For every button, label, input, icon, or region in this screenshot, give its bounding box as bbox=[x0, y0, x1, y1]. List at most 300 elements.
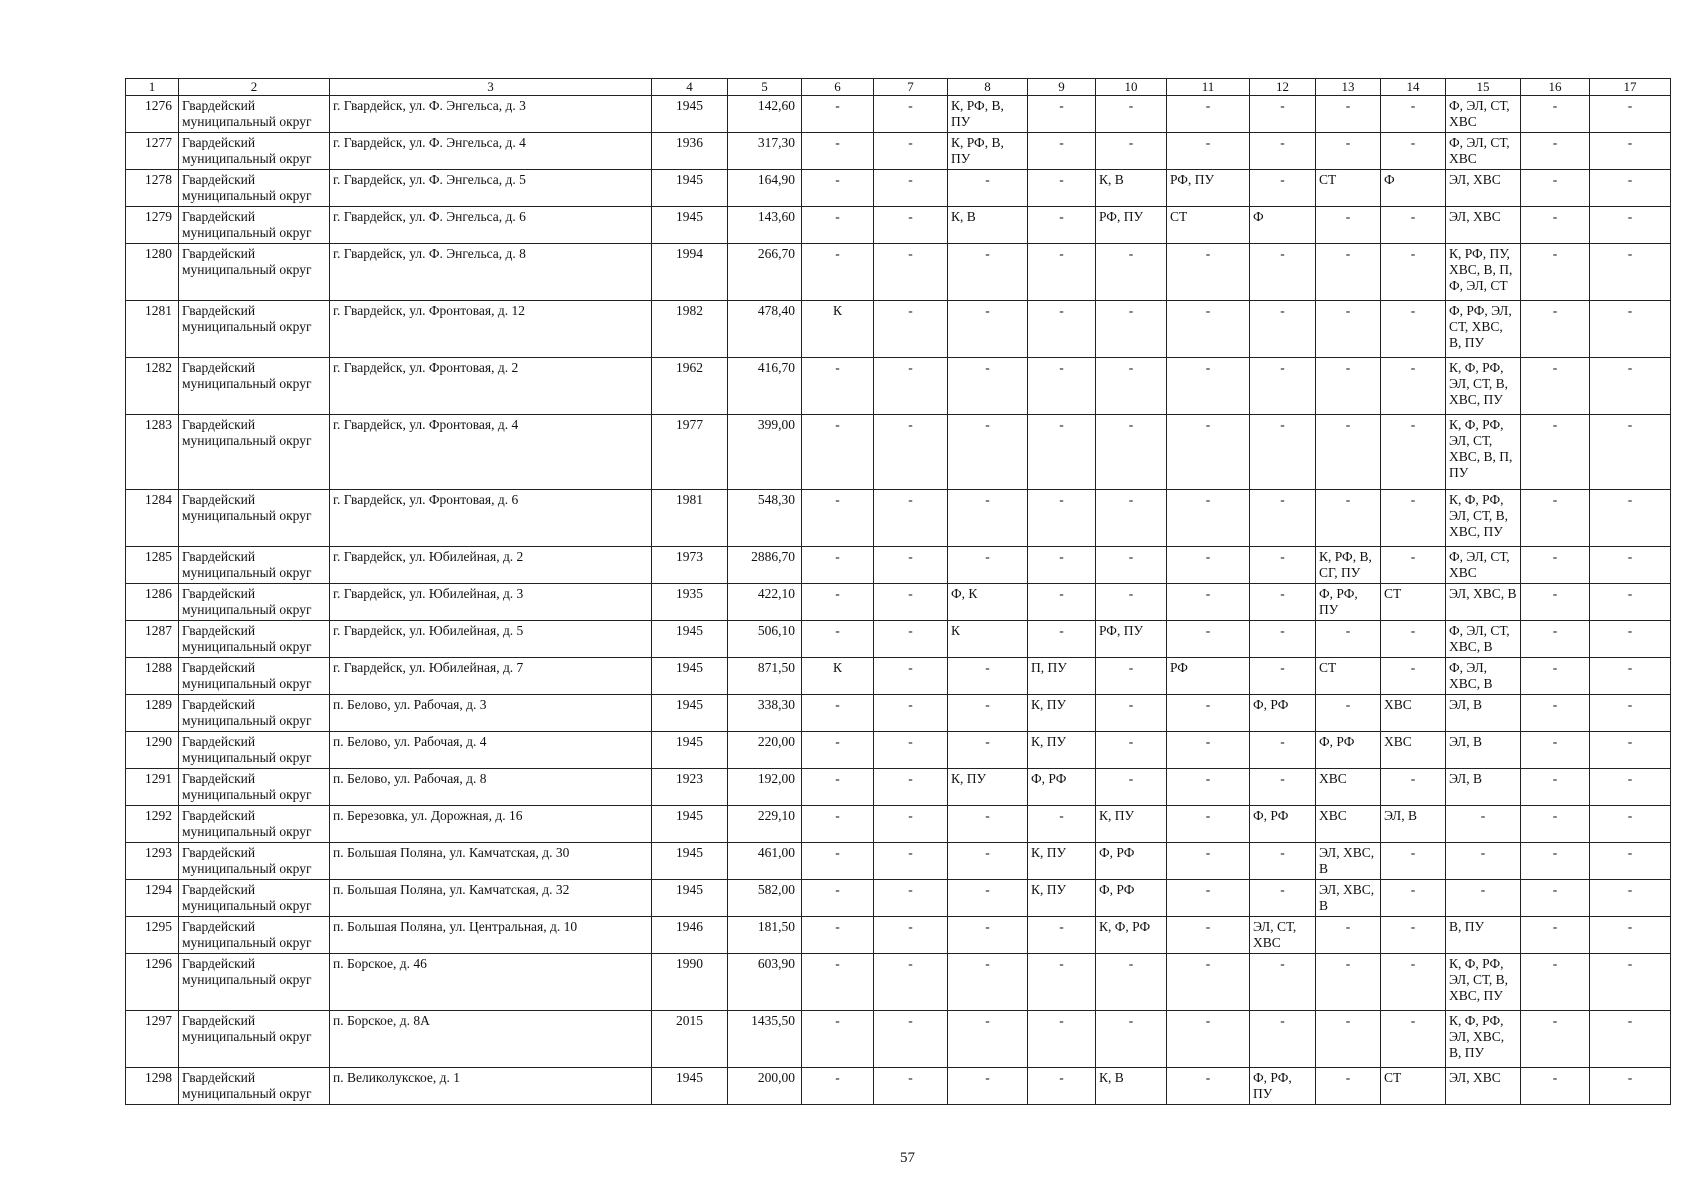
cell-col-14: - bbox=[1381, 1011, 1446, 1068]
cell-col-6: - bbox=[802, 880, 874, 917]
cell-col-14: - bbox=[1381, 96, 1446, 133]
cell-col-14: - bbox=[1381, 207, 1446, 244]
cell-col-10: - bbox=[1096, 415, 1167, 490]
cell-col-14: - bbox=[1381, 133, 1446, 170]
cell-col-6: - bbox=[802, 133, 874, 170]
table-row bbox=[126, 547, 1671, 584]
cell-col-3: г. Гвардейск, ул. Юбилейная, д. 2 bbox=[330, 547, 652, 584]
cell-col-7: - bbox=[874, 769, 948, 806]
cell-col-8: К, В bbox=[948, 207, 1028, 244]
cell-col-1: 1297 bbox=[126, 1011, 179, 1068]
cell-col-7: - bbox=[874, 843, 948, 880]
cell-col-13: - bbox=[1316, 244, 1381, 301]
cell-col-7: - bbox=[874, 96, 948, 133]
cell-col-1: 1282 bbox=[126, 358, 179, 415]
table-row bbox=[126, 584, 1671, 621]
table-row bbox=[126, 244, 1671, 301]
cell-col-8: - bbox=[948, 806, 1028, 843]
cell-col-13: - bbox=[1316, 358, 1381, 415]
cell-col-6: - bbox=[802, 954, 874, 1011]
cell-col-4: 1945 bbox=[652, 806, 728, 843]
cell-col-7: - bbox=[874, 732, 948, 769]
column-header-9: 9 bbox=[1028, 79, 1096, 96]
cell-col-8: - bbox=[948, 358, 1028, 415]
cell-col-11: - bbox=[1167, 133, 1250, 170]
cell-col-10: Ф, РФ bbox=[1096, 843, 1167, 880]
cell-col-6: - bbox=[802, 547, 874, 584]
cell-col-6: - bbox=[802, 732, 874, 769]
cell-col-14: - bbox=[1381, 880, 1446, 917]
cell-col-5: 192,00 bbox=[728, 769, 802, 806]
cell-col-11: - bbox=[1167, 917, 1250, 954]
cell-col-13: Ф, РФ, ПУ bbox=[1316, 584, 1381, 621]
cell-col-17: - bbox=[1590, 806, 1671, 843]
cell-col-16: - bbox=[1521, 806, 1590, 843]
column-header-15: 15 bbox=[1446, 79, 1521, 96]
cell-col-11: - bbox=[1167, 547, 1250, 584]
cell-col-2: Гвардейский муниципальный округ bbox=[179, 207, 330, 244]
cell-col-4: 1945 bbox=[652, 732, 728, 769]
cell-col-3: г. Гвардейск, ул. Фронтовая, д. 12 bbox=[330, 301, 652, 358]
table-row bbox=[126, 1068, 1671, 1105]
cell-col-11: - bbox=[1167, 96, 1250, 133]
cell-col-6: - bbox=[802, 415, 874, 490]
cell-col-6: - bbox=[802, 96, 874, 133]
table-row bbox=[126, 490, 1671, 547]
cell-col-8: - bbox=[948, 954, 1028, 1011]
cell-col-10: РФ, ПУ bbox=[1096, 621, 1167, 658]
cell-col-6: - bbox=[802, 490, 874, 547]
cell-col-7: - bbox=[874, 207, 948, 244]
cell-col-9: - bbox=[1028, 207, 1096, 244]
cell-col-10: - bbox=[1096, 1011, 1167, 1068]
cell-col-14: Ф bbox=[1381, 170, 1446, 207]
cell-col-2: Гвардейский муниципальный округ bbox=[179, 917, 330, 954]
column-header-4: 4 bbox=[652, 79, 728, 96]
column-header-5: 5 bbox=[728, 79, 802, 96]
cell-col-12: - bbox=[1250, 415, 1316, 490]
cell-col-2: Гвардейский муниципальный округ bbox=[179, 96, 330, 133]
cell-col-4: 1923 bbox=[652, 769, 728, 806]
cell-col-7: - bbox=[874, 954, 948, 1011]
table-row bbox=[126, 207, 1671, 244]
cell-col-1: 1286 bbox=[126, 584, 179, 621]
cell-col-17: - bbox=[1590, 96, 1671, 133]
cell-col-11: - bbox=[1167, 695, 1250, 732]
cell-col-9: - bbox=[1028, 301, 1096, 358]
cell-col-1: 1290 bbox=[126, 732, 179, 769]
cell-col-1: 1288 bbox=[126, 658, 179, 695]
cell-col-17: - bbox=[1590, 954, 1671, 1011]
cell-col-8: - bbox=[948, 490, 1028, 547]
cell-col-7: - bbox=[874, 1011, 948, 1068]
cell-col-4: 1981 bbox=[652, 490, 728, 547]
cell-col-17: - bbox=[1590, 769, 1671, 806]
column-header-13: 13 bbox=[1316, 79, 1381, 96]
table-row bbox=[126, 917, 1671, 954]
column-header-11: 11 bbox=[1167, 79, 1250, 96]
cell-col-16: - bbox=[1521, 917, 1590, 954]
cell-col-12: ЭЛ, СТ, ХВС bbox=[1250, 917, 1316, 954]
cell-col-15: ЭЛ, ХВС bbox=[1446, 207, 1521, 244]
table-row bbox=[126, 806, 1671, 843]
cell-col-8: К bbox=[948, 621, 1028, 658]
cell-col-4: 1962 bbox=[652, 358, 728, 415]
cell-col-3: г. Гвардейск, ул. Ф. Энгельса, д. 6 bbox=[330, 207, 652, 244]
cell-col-17: - bbox=[1590, 415, 1671, 490]
cell-col-11: - bbox=[1167, 769, 1250, 806]
cell-col-9: - bbox=[1028, 584, 1096, 621]
cell-col-2: Гвардейский муниципальный округ bbox=[179, 584, 330, 621]
cell-col-15: К, Ф, РФ, ЭЛ, СТ, ХВС, В, П, ПУ bbox=[1446, 415, 1521, 490]
cell-col-15: К, Ф, РФ, ЭЛ, ХВС, В, ПУ bbox=[1446, 1011, 1521, 1068]
header-row bbox=[126, 79, 1671, 96]
cell-col-2: Гвардейский муниципальный округ bbox=[179, 658, 330, 695]
cell-col-1: 1285 bbox=[126, 547, 179, 584]
cell-col-14: - bbox=[1381, 954, 1446, 1011]
cell-col-15: Ф, РФ, ЭЛ, СТ, ХВС, В, ПУ bbox=[1446, 301, 1521, 358]
cell-col-5: 1435,50 bbox=[728, 1011, 802, 1068]
cell-col-12: - bbox=[1250, 547, 1316, 584]
cell-col-16: - bbox=[1521, 954, 1590, 1011]
cell-col-5: 399,00 bbox=[728, 415, 802, 490]
cell-col-4: 1945 bbox=[652, 695, 728, 732]
cell-col-13: - bbox=[1316, 133, 1381, 170]
cell-col-12: Ф, РФ bbox=[1250, 695, 1316, 732]
cell-col-11: - bbox=[1167, 880, 1250, 917]
cell-col-7: - bbox=[874, 806, 948, 843]
column-header-14: 14 bbox=[1381, 79, 1446, 96]
cell-col-5: 181,50 bbox=[728, 917, 802, 954]
cell-col-10: - bbox=[1096, 695, 1167, 732]
table-row bbox=[126, 880, 1671, 917]
cell-col-4: 1946 bbox=[652, 917, 728, 954]
cell-col-8: - bbox=[948, 695, 1028, 732]
cell-col-9: - bbox=[1028, 1011, 1096, 1068]
cell-col-14: СТ bbox=[1381, 584, 1446, 621]
cell-col-7: - bbox=[874, 658, 948, 695]
cell-col-10: К, Ф, РФ bbox=[1096, 917, 1167, 954]
cell-col-6: - bbox=[802, 170, 874, 207]
cell-col-5: 871,50 bbox=[728, 658, 802, 695]
cell-col-8: - bbox=[948, 917, 1028, 954]
cell-col-5: 478,40 bbox=[728, 301, 802, 358]
cell-col-9: - bbox=[1028, 133, 1096, 170]
cell-col-7: - bbox=[874, 917, 948, 954]
cell-col-15: Ф, ЭЛ, СТ, ХВС, В bbox=[1446, 621, 1521, 658]
cell-col-13: - bbox=[1316, 1011, 1381, 1068]
cell-col-9: - bbox=[1028, 621, 1096, 658]
cell-col-17: - bbox=[1590, 880, 1671, 917]
cell-col-15: К, РФ, ПУ, ХВС, В, П, Ф, ЭЛ, СТ bbox=[1446, 244, 1521, 301]
cell-col-15: - bbox=[1446, 843, 1521, 880]
cell-col-17: - bbox=[1590, 301, 1671, 358]
cell-col-17: - bbox=[1590, 658, 1671, 695]
cell-col-5: 220,00 bbox=[728, 732, 802, 769]
table-body bbox=[126, 96, 1671, 1105]
table-row bbox=[126, 621, 1671, 658]
cell-col-1: 1298 bbox=[126, 1068, 179, 1105]
cell-col-4: 1982 bbox=[652, 301, 728, 358]
cell-col-17: - bbox=[1590, 244, 1671, 301]
cell-col-15: Ф, ЭЛ, СТ, ХВС bbox=[1446, 96, 1521, 133]
cell-col-9: - bbox=[1028, 415, 1096, 490]
table-row bbox=[126, 133, 1671, 170]
cell-col-2: Гвардейский муниципальный округ bbox=[179, 301, 330, 358]
cell-col-2: Гвардейский муниципальный округ bbox=[179, 358, 330, 415]
cell-col-13: - bbox=[1316, 695, 1381, 732]
cell-col-1: 1279 bbox=[126, 207, 179, 244]
cell-col-11: СТ bbox=[1167, 207, 1250, 244]
cell-col-7: - bbox=[874, 490, 948, 547]
cell-col-5: 506,10 bbox=[728, 621, 802, 658]
cell-col-1: 1295 bbox=[126, 917, 179, 954]
cell-col-14: - bbox=[1381, 658, 1446, 695]
cell-col-5: 229,10 bbox=[728, 806, 802, 843]
cell-col-9: - bbox=[1028, 917, 1096, 954]
cell-col-4: 1994 bbox=[652, 244, 728, 301]
cell-col-1: 1296 bbox=[126, 954, 179, 1011]
cell-col-16: - bbox=[1521, 1011, 1590, 1068]
cell-col-5: 2886,70 bbox=[728, 547, 802, 584]
cell-col-17: - bbox=[1590, 695, 1671, 732]
cell-col-12: - bbox=[1250, 843, 1316, 880]
cell-col-8: - bbox=[948, 1011, 1028, 1068]
cell-col-15: Ф, ЭЛ, ХВС, В bbox=[1446, 658, 1521, 695]
cell-col-16: - bbox=[1521, 843, 1590, 880]
column-header-2: 2 bbox=[179, 79, 330, 96]
cell-col-3: п. Березовка, ул. Дорожная, д. 16 bbox=[330, 806, 652, 843]
cell-col-9: - bbox=[1028, 244, 1096, 301]
cell-col-12: - bbox=[1250, 301, 1316, 358]
cell-col-1: 1293 bbox=[126, 843, 179, 880]
cell-col-13: ХВС bbox=[1316, 769, 1381, 806]
cell-col-14: - bbox=[1381, 843, 1446, 880]
cell-col-11: - bbox=[1167, 301, 1250, 358]
cell-col-6: - bbox=[802, 843, 874, 880]
cell-col-7: - bbox=[874, 170, 948, 207]
cell-col-8: - bbox=[948, 658, 1028, 695]
cell-col-5: 143,60 bbox=[728, 207, 802, 244]
cell-col-12: Ф, РФ bbox=[1250, 806, 1316, 843]
cell-col-16: - bbox=[1521, 358, 1590, 415]
cell-col-10: - bbox=[1096, 547, 1167, 584]
cell-col-7: - bbox=[874, 584, 948, 621]
cell-col-3: г. Гвардейск, ул. Фронтовая, д. 6 bbox=[330, 490, 652, 547]
table-row bbox=[126, 415, 1671, 490]
cell-col-7: - bbox=[874, 415, 948, 490]
cell-col-12: - bbox=[1250, 133, 1316, 170]
cell-col-4: 1990 bbox=[652, 954, 728, 1011]
cell-col-8: - bbox=[948, 170, 1028, 207]
cell-col-3: г. Гвардейск, ул. Ф. Энгельса, д. 4 bbox=[330, 133, 652, 170]
cell-col-12: - bbox=[1250, 244, 1316, 301]
cell-col-10: К, ПУ bbox=[1096, 806, 1167, 843]
cell-col-1: 1280 bbox=[126, 244, 179, 301]
cell-col-12: - bbox=[1250, 954, 1316, 1011]
cell-col-12: - bbox=[1250, 1011, 1316, 1068]
cell-col-11: - bbox=[1167, 415, 1250, 490]
cell-col-10: К, В bbox=[1096, 170, 1167, 207]
cell-col-11: - bbox=[1167, 621, 1250, 658]
cell-col-13: ХВС bbox=[1316, 806, 1381, 843]
cell-col-7: - bbox=[874, 621, 948, 658]
cell-col-15: К, Ф, РФ, ЭЛ, СТ, В, ХВС, ПУ bbox=[1446, 954, 1521, 1011]
cell-col-17: - bbox=[1590, 490, 1671, 547]
cell-col-2: Гвардейский муниципальный округ bbox=[179, 732, 330, 769]
cell-col-3: г. Гвардейск, ул. Ф. Энгельса, д. 8 bbox=[330, 244, 652, 301]
cell-col-2: Гвардейский муниципальный округ bbox=[179, 621, 330, 658]
table-row bbox=[126, 843, 1671, 880]
cell-col-8: - bbox=[948, 301, 1028, 358]
cell-col-14: ЭЛ, В bbox=[1381, 806, 1446, 843]
table-row bbox=[126, 96, 1671, 133]
cell-col-2: Гвардейский муниципальный округ bbox=[179, 806, 330, 843]
cell-col-1: 1284 bbox=[126, 490, 179, 547]
cell-col-10: РФ, ПУ bbox=[1096, 207, 1167, 244]
cell-col-8: - bbox=[948, 880, 1028, 917]
table-row bbox=[126, 658, 1671, 695]
cell-col-9: К, ПУ bbox=[1028, 732, 1096, 769]
cell-col-10: - bbox=[1096, 954, 1167, 1011]
table-row bbox=[126, 769, 1671, 806]
cell-col-7: - bbox=[874, 547, 948, 584]
cell-col-9: - bbox=[1028, 954, 1096, 1011]
cell-col-15: ЭЛ, ХВС bbox=[1446, 1068, 1521, 1105]
cell-col-2: Гвардейский муниципальный округ bbox=[179, 1011, 330, 1068]
cell-col-10: - bbox=[1096, 658, 1167, 695]
cell-col-16: - bbox=[1521, 1068, 1590, 1105]
cell-col-11: - bbox=[1167, 358, 1250, 415]
cell-col-13: - bbox=[1316, 301, 1381, 358]
cell-col-17: - bbox=[1590, 170, 1671, 207]
cell-col-5: 317,30 bbox=[728, 133, 802, 170]
cell-col-11: - bbox=[1167, 584, 1250, 621]
cell-col-12: - bbox=[1250, 96, 1316, 133]
cell-col-16: - bbox=[1521, 584, 1590, 621]
cell-col-13: - bbox=[1316, 954, 1381, 1011]
cell-col-5: 200,00 bbox=[728, 1068, 802, 1105]
page-number: 57 bbox=[900, 1150, 915, 1166]
cell-col-17: - bbox=[1590, 621, 1671, 658]
cell-col-9: - bbox=[1028, 358, 1096, 415]
column-header-16: 16 bbox=[1521, 79, 1590, 96]
cell-col-16: - bbox=[1521, 769, 1590, 806]
cell-col-6: - bbox=[802, 917, 874, 954]
cell-col-2: Гвардейский муниципальный округ bbox=[179, 843, 330, 880]
cell-col-14: - bbox=[1381, 415, 1446, 490]
cell-col-3: г. Гвардейск, ул. Фронтовая, д. 4 bbox=[330, 415, 652, 490]
cell-col-8: К, ПУ bbox=[948, 769, 1028, 806]
cell-col-8: - bbox=[948, 244, 1028, 301]
cell-col-5: 142,60 bbox=[728, 96, 802, 133]
cell-col-5: 603,90 bbox=[728, 954, 802, 1011]
cell-col-1: 1277 bbox=[126, 133, 179, 170]
cell-col-9: Ф, РФ bbox=[1028, 769, 1096, 806]
cell-col-11: - bbox=[1167, 490, 1250, 547]
cell-col-6: - bbox=[802, 207, 874, 244]
column-header-1: 1 bbox=[126, 79, 179, 96]
cell-col-10: - bbox=[1096, 490, 1167, 547]
cell-col-4: 1945 bbox=[652, 658, 728, 695]
cell-col-16: - bbox=[1521, 96, 1590, 133]
cell-col-15: К, Ф, РФ, ЭЛ, СТ, В, ХВС, ПУ bbox=[1446, 358, 1521, 415]
cell-col-4: 1945 bbox=[652, 96, 728, 133]
cell-col-12: - bbox=[1250, 621, 1316, 658]
cell-col-7: - bbox=[874, 133, 948, 170]
cell-col-10: - bbox=[1096, 96, 1167, 133]
cell-col-17: - bbox=[1590, 358, 1671, 415]
cell-col-10: - bbox=[1096, 244, 1167, 301]
cell-col-1: 1294 bbox=[126, 880, 179, 917]
cell-col-3: п. Борское, д. 46 bbox=[330, 954, 652, 1011]
cell-col-5: 416,70 bbox=[728, 358, 802, 415]
cell-col-3: п. Большая Поляна, ул. Центральная, д. 10 bbox=[330, 917, 652, 954]
column-header-8: 8 bbox=[948, 79, 1028, 96]
cell-col-15: В, ПУ bbox=[1446, 917, 1521, 954]
cell-col-15: ЭЛ, В bbox=[1446, 732, 1521, 769]
cell-col-11: РФ, ПУ bbox=[1167, 170, 1250, 207]
column-header-7: 7 bbox=[874, 79, 948, 96]
cell-col-1: 1281 bbox=[126, 301, 179, 358]
cell-col-17: - bbox=[1590, 584, 1671, 621]
cell-col-2: Гвардейский муниципальный округ bbox=[179, 133, 330, 170]
cell-col-9: К, ПУ bbox=[1028, 880, 1096, 917]
cell-col-6: - bbox=[802, 1068, 874, 1105]
cell-col-15: - bbox=[1446, 880, 1521, 917]
cell-col-3: п. Большая Поляна, ул. Камчатская, д. 32 bbox=[330, 880, 652, 917]
cell-col-4: 1945 bbox=[652, 843, 728, 880]
cell-col-2: Гвардейский муниципальный округ bbox=[179, 695, 330, 732]
cell-col-3: п. Борское, д. 8А bbox=[330, 1011, 652, 1068]
cell-col-17: - bbox=[1590, 917, 1671, 954]
cell-col-11: - bbox=[1167, 806, 1250, 843]
cell-col-13: - bbox=[1316, 415, 1381, 490]
cell-col-2: Гвардейский муниципальный округ bbox=[179, 244, 330, 301]
cell-col-14: ХВС bbox=[1381, 695, 1446, 732]
cell-col-15: ЭЛ, ХВС, В bbox=[1446, 584, 1521, 621]
cell-col-1: 1291 bbox=[126, 769, 179, 806]
cell-col-14: - bbox=[1381, 490, 1446, 547]
cell-col-10: К, В bbox=[1096, 1068, 1167, 1105]
cell-col-16: - bbox=[1521, 133, 1590, 170]
cell-col-6: - bbox=[802, 695, 874, 732]
cell-col-1: 1278 bbox=[126, 170, 179, 207]
cell-col-2: Гвардейский муниципальный округ bbox=[179, 954, 330, 1011]
cell-col-6: К bbox=[802, 658, 874, 695]
cell-col-3: п. Белово, ул. Рабочая, д. 8 bbox=[330, 769, 652, 806]
cell-col-4: 1945 bbox=[652, 207, 728, 244]
cell-col-11: - bbox=[1167, 244, 1250, 301]
column-header-10: 10 bbox=[1096, 79, 1167, 96]
cell-col-14: - bbox=[1381, 244, 1446, 301]
register-table-container bbox=[125, 78, 1671, 1105]
cell-col-3: г. Гвардейск, ул. Юбилейная, д. 3 bbox=[330, 584, 652, 621]
cell-col-16: - bbox=[1521, 880, 1590, 917]
cell-col-10: - bbox=[1096, 584, 1167, 621]
cell-col-5: 582,00 bbox=[728, 880, 802, 917]
cell-col-3: п. Белово, ул. Рабочая, д. 4 bbox=[330, 732, 652, 769]
cell-col-4: 1936 bbox=[652, 133, 728, 170]
cell-col-17: - bbox=[1590, 547, 1671, 584]
cell-col-1: 1276 bbox=[126, 96, 179, 133]
cell-col-3: г. Гвардейск, ул. Ф. Энгельса, д. 5 bbox=[330, 170, 652, 207]
cell-col-4: 1945 bbox=[652, 1068, 728, 1105]
cell-col-16: - bbox=[1521, 244, 1590, 301]
cell-col-15: ЭЛ, В bbox=[1446, 695, 1521, 732]
cell-col-2: Гвардейский муниципальный округ bbox=[179, 490, 330, 547]
cell-col-2: Гвардейский муниципальный округ bbox=[179, 1068, 330, 1105]
